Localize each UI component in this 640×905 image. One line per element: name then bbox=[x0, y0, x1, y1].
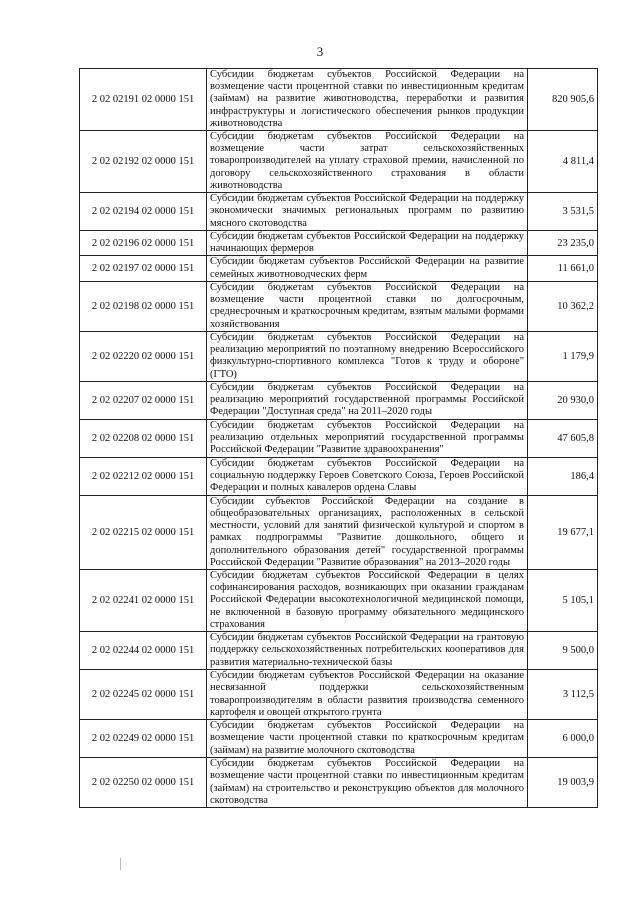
description-cell: Субсидии бюджетам субъектов Российской Федерации на грантовую поддержку сельскохозяйственных потребительских кооперативов для развития материально-технической базы bbox=[207, 632, 528, 670]
table-row bbox=[80, 758, 598, 808]
amount-cell: 10 362,2 bbox=[528, 281, 598, 331]
code-cell: 2 02 02249 02 0000 151 bbox=[80, 720, 207, 758]
table-row bbox=[80, 281, 598, 331]
table-row bbox=[80, 193, 598, 231]
budget-table-body bbox=[80, 69, 598, 808]
code-cell: 2 02 02241 02 0000 151 bbox=[80, 570, 207, 632]
table-row bbox=[80, 381, 598, 419]
code-cell: 2 02 02250 02 0000 151 bbox=[80, 758, 207, 808]
amount-cell: 3 112,5 bbox=[528, 670, 598, 720]
amount-cell: 186,4 bbox=[528, 457, 598, 495]
code-cell: 2 02 02215 02 0000 151 bbox=[80, 495, 207, 569]
amount-cell: 47 605,8 bbox=[528, 419, 598, 457]
table-row bbox=[80, 256, 598, 281]
description-cell: Субсидии бюджетам субъектов Российской Федерации в целях софинансирования расходов, возникающих при оказании гражданам Российской Федерации высокотехнологичной медицинской помощи, не включенной в базовую программу обязательного медицинского страхования bbox=[207, 570, 528, 632]
amount-cell: 820 905,6 bbox=[528, 69, 598, 131]
amount-cell: 6 000,0 bbox=[528, 720, 598, 758]
table-row bbox=[80, 495, 598, 569]
description-cell: Субсидии бюджетам субъектов Российской Федерации на поддержку экономически значимых региональных программ по развитию мясного скотоводства bbox=[207, 193, 528, 231]
amount-cell: 19 677,1 bbox=[528, 495, 598, 569]
description-cell: Субсидии бюджетам субъектов Российской Федерации на возмещение части процентной ставки по инвестиционным кредитам (займам) на строительство и реконструкцию объектов для молочного скотоводства bbox=[207, 758, 528, 808]
table-row bbox=[80, 670, 598, 720]
description-cell: Субсидии бюджетам субъектов Российской Федерации на реализацию мероприятий по поэтапному внедрению Всероссийского физкультурно-спортивного комплекса "Готов к труду и обороне" (ГТО) bbox=[207, 331, 528, 381]
amount-cell: 19 003,9 bbox=[528, 758, 598, 808]
description-cell: Субсидии субъектов Российской Федерации на создание в общеобразовательных организациях, расположенных в сельской местности, условий для занятий физической культурой и спортом в рамках подпрограммы "Развитие дошкольного, общего и дополнительного образования детей" государственной программы Российской Федерации "Развитие образования" на 2013–2020 годы bbox=[207, 495, 528, 569]
code-cell: 2 02 02191 02 0000 151 bbox=[80, 69, 207, 131]
amount-cell: 1 179,9 bbox=[528, 331, 598, 381]
code-cell: 2 02 02198 02 0000 151 bbox=[80, 281, 207, 331]
description-cell: Субсидии бюджетам субъектов Российской Федерации на реализацию отдельных мероприятий государственной программы Российской Федерации "Развитие здравоохранения" bbox=[207, 419, 528, 457]
description-cell: Субсидии бюджетам субъектов Российской Федерации на социальную поддержку Героев Советского Союза, Героев Российской Федерации и полных кавалеров ордена Славы bbox=[207, 457, 528, 495]
table-row bbox=[80, 720, 598, 758]
description-cell: Субсидии бюджетам субъектов Российской Федерации на возмещение части процентной ставки по краткосрочным кредитам (займам) на развитие молочного скотоводства bbox=[207, 720, 528, 758]
code-cell: 2 02 02194 02 0000 151 bbox=[80, 193, 207, 231]
code-cell: 2 02 02197 02 0000 151 bbox=[80, 256, 207, 281]
amount-cell: 11 661,0 bbox=[528, 256, 598, 281]
code-cell: 2 02 02244 02 0000 151 bbox=[80, 632, 207, 670]
amount-cell: 20 930,0 bbox=[528, 381, 598, 419]
amount-cell: 3 531,5 bbox=[528, 193, 598, 231]
description-cell: Субсидии бюджетам субъектов Российской Федерации на развитие семейных животноводческих ферм bbox=[207, 256, 528, 281]
code-cell: 2 02 02245 02 0000 151 bbox=[80, 670, 207, 720]
code-cell: 2 02 02192 02 0000 151 bbox=[80, 131, 207, 193]
table-row bbox=[80, 570, 598, 632]
table-row bbox=[80, 331, 598, 381]
description-cell: Субсидии бюджетам субъектов Российской Федерации на поддержку начинающих фермеров bbox=[207, 231, 528, 256]
amount-cell: 5 105,1 bbox=[528, 570, 598, 632]
code-cell: 2 02 02196 02 0000 151 bbox=[80, 231, 207, 256]
code-cell: 2 02 02220 02 0000 151 bbox=[80, 331, 207, 381]
amount-cell: 9 500,0 bbox=[528, 632, 598, 670]
table-row bbox=[80, 69, 598, 131]
table-row bbox=[80, 457, 598, 495]
description-cell: Субсидии бюджетам субъектов Российской Федерации на реализацию мероприятий государственной программы Российской Федерации "Доступная среда" на 2011–2020 годы bbox=[207, 381, 528, 419]
table-row bbox=[80, 419, 598, 457]
table-row bbox=[80, 131, 598, 193]
scan-mark bbox=[120, 858, 121, 870]
code-cell: 2 02 02208 02 0000 151 bbox=[80, 419, 207, 457]
code-cell: 2 02 02207 02 0000 151 bbox=[80, 381, 207, 419]
amount-cell: 23 235,0 bbox=[528, 231, 598, 256]
description-cell: Субсидии бюджетам субъектов Российской Федерации на возмещение части затрат сельскохозяйственных товаропроизводителей на уплату страховой премии, начисленной по договору сельскохозяйственного страхования в области животноводства bbox=[207, 131, 528, 193]
description-cell: Субсидии бюджетам субъектов Российской Федерации на возмещение части процентной ставки по инвестиционным кредитам (займам) на развитие животноводства, переработки и развития инфраструктуры и логистического обеспечения рынков продукции животноводства bbox=[207, 69, 528, 131]
budget-table bbox=[79, 68, 598, 808]
description-cell: Субсидии бюджетам субъектов Российской Федерации на возмещение части процентной ставки по долгосрочным, среднесрочным и краткосрочным кредитам, взятым малыми формами хозяйствования bbox=[207, 281, 528, 331]
description-cell: Субсидии бюджетам субъектов Российской Федерации на оказание несвязанной поддержки сельскохозяйственным товаропроизводителям в области развития производства семенного картофеля и овощей открытого грунта bbox=[207, 670, 528, 720]
table-row bbox=[80, 632, 598, 670]
code-cell: 2 02 02212 02 0000 151 bbox=[80, 457, 207, 495]
page-number: 3 bbox=[316, 44, 324, 59]
table-row bbox=[80, 231, 598, 256]
amount-cell: 4 811,4 bbox=[528, 131, 598, 193]
